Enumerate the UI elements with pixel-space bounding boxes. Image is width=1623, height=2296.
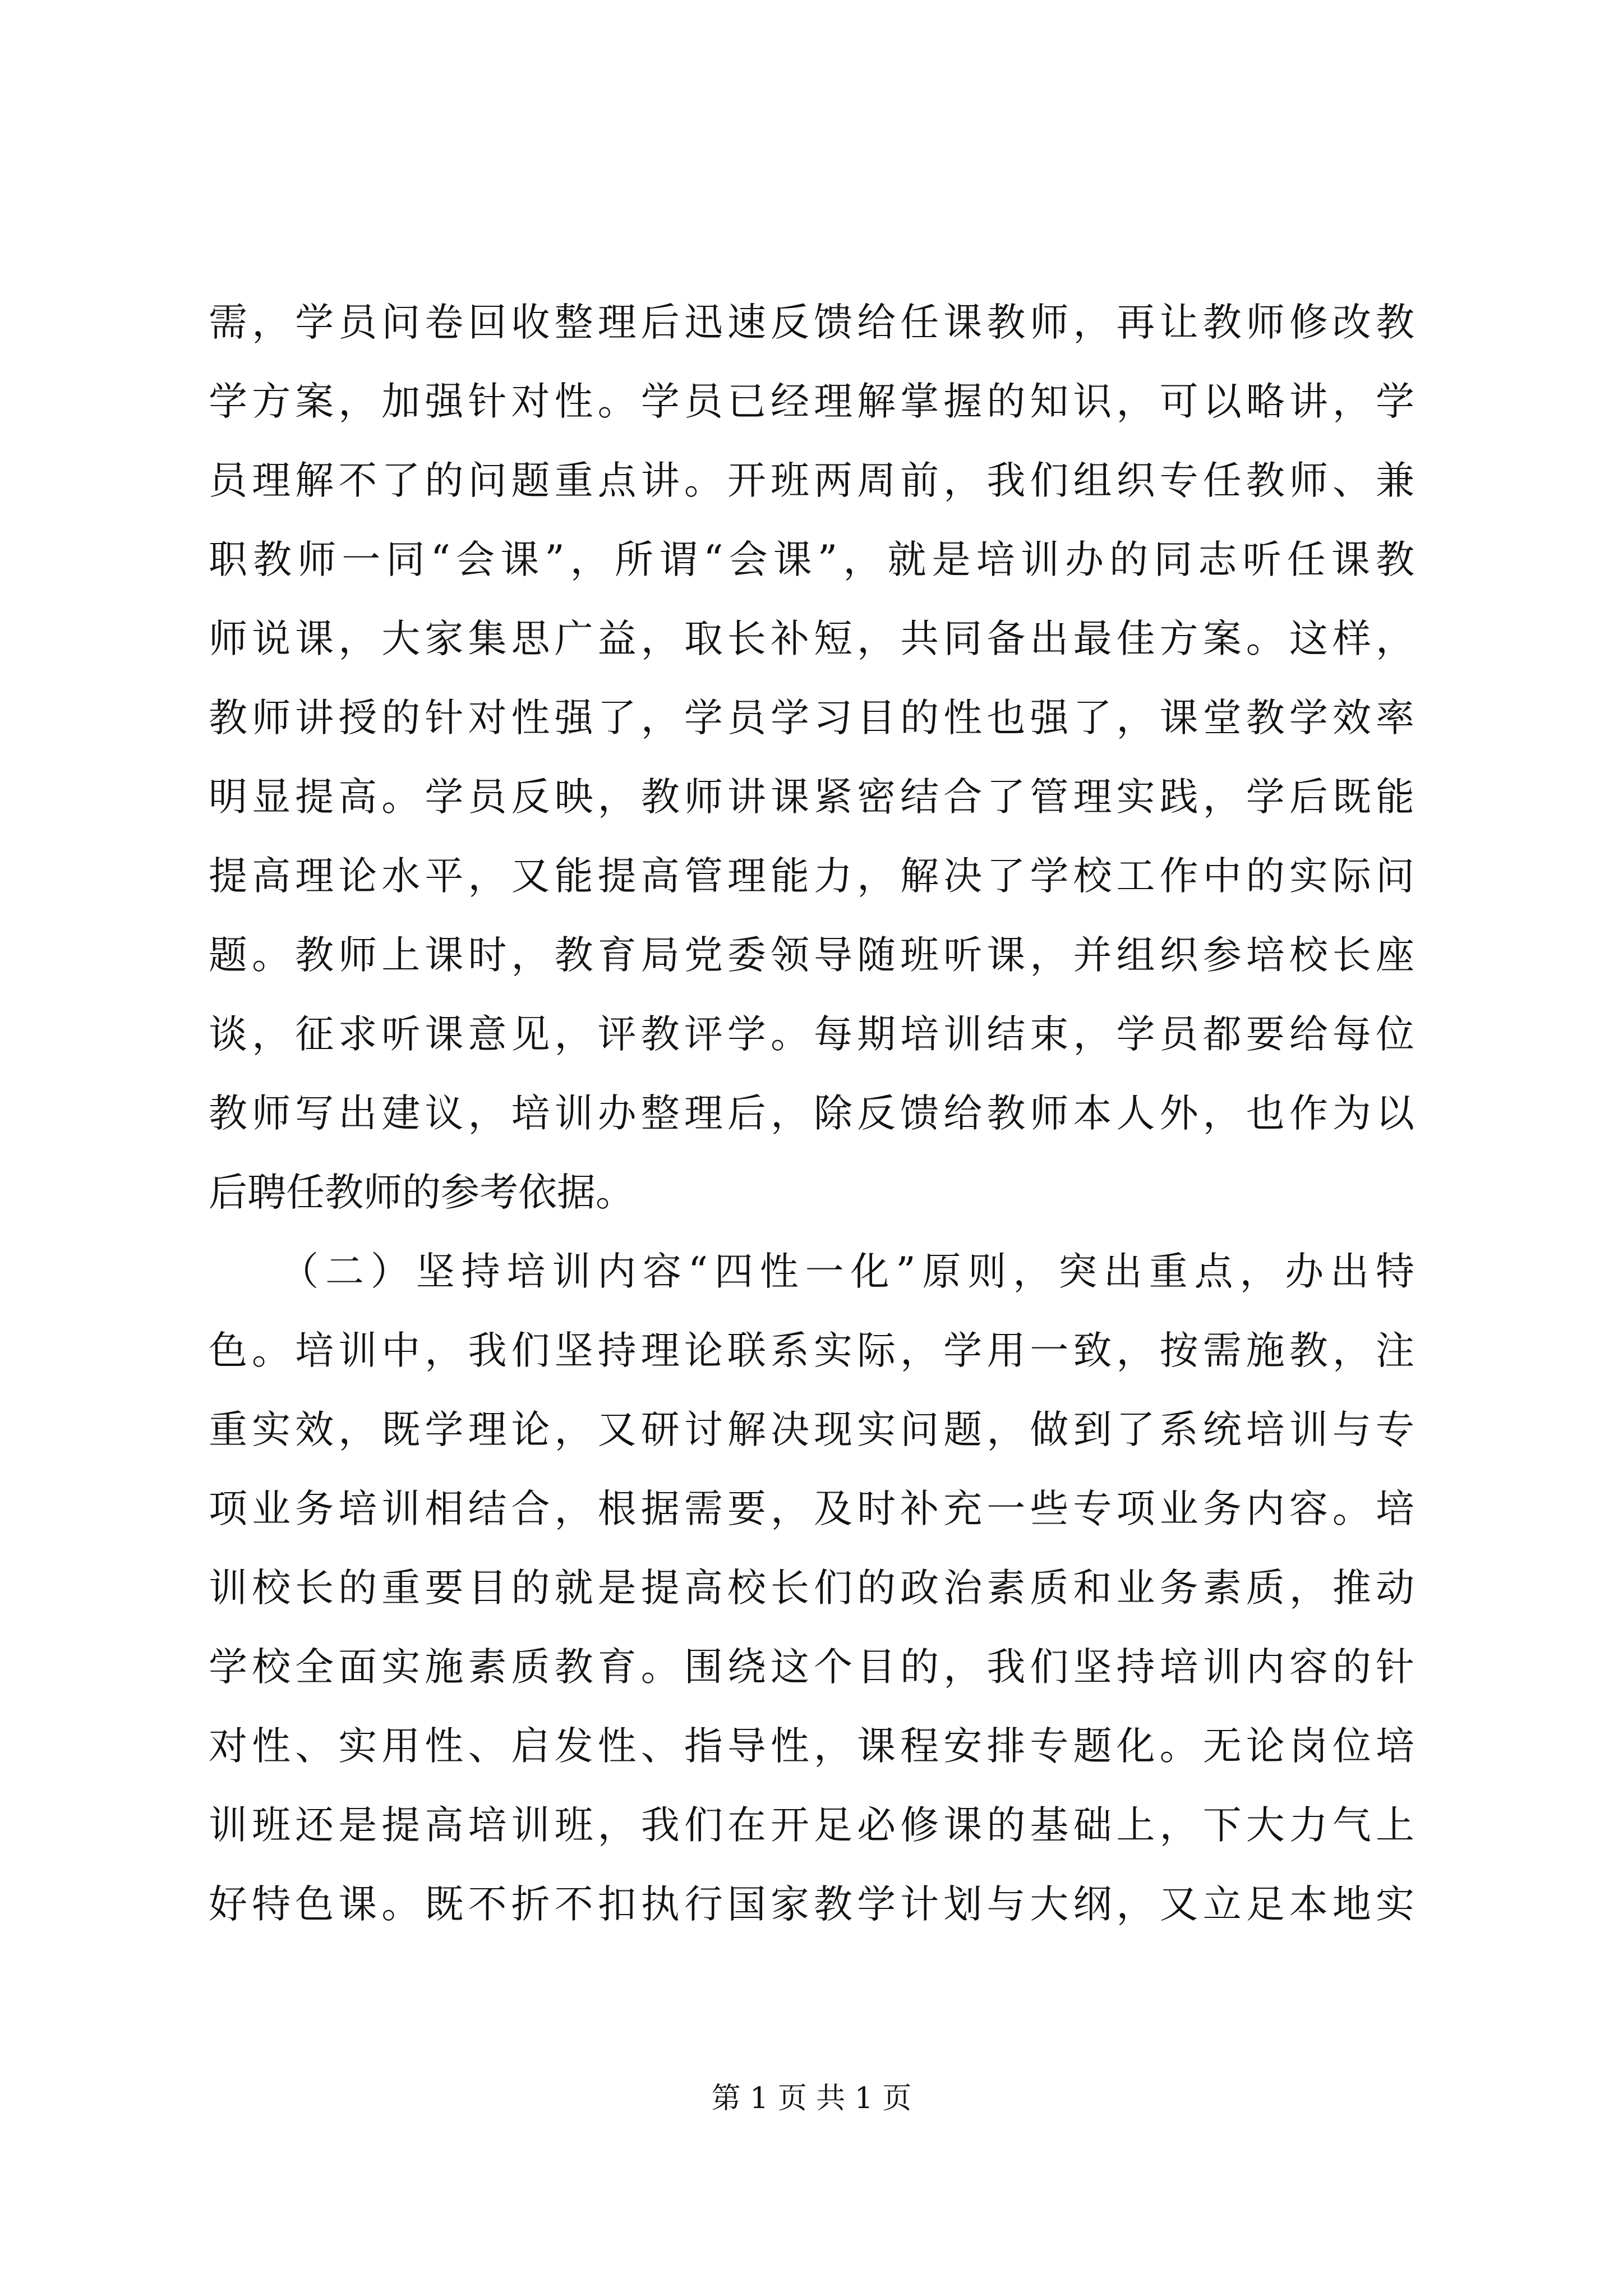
text-line: 提高理论水平，又能提高管理能力，解决了学校工作中的实际问 — [209, 854, 1414, 899]
text-line: 训校长的重要目的就是提高校长们的政治素质和业务素质，推动 — [209, 1566, 1414, 1611]
text-line: 后聘任教师的参考依据。 — [209, 1170, 634, 1215]
text-line: （二）坚持培训内容“四性一化”原则，突出重点，办出特 — [209, 1249, 1414, 1294]
text-line: 职教师一同“会课”，所谓“会课”，就是培训办的同志听任课教 — [209, 537, 1414, 582]
text-line: 师说课，大家集思广益，取长补短，共同备出最佳方案。这样， — [209, 616, 1414, 661]
text-line: 员理解不了的问题重点讲。开班两周前，我们组织专任教师、兼 — [209, 458, 1414, 503]
text-line: 项业务培训相结合，根据需要，及时补充一些专项业务内容。培 — [209, 1487, 1414, 1531]
text-line: 明显提高。学员反映，教师讲课紧密结合了管理实践，学后既能 — [209, 775, 1414, 820]
text-line: 题。教师上课时，教育局党委领导随班听课，并组织参培校长座 — [209, 933, 1414, 978]
text-line: 对性、实用性、启发性、指导性，课程安排专题化。无论岗位培 — [209, 1724, 1414, 1769]
text-line: 重实效，既学理论，又研讨解决现实问题，做到了系统培训与专 — [209, 1407, 1414, 1452]
text-line: 色。培训中，我们坚持理论联系实际，学用一致，按需施教，注 — [209, 1328, 1414, 1373]
text-line: 需，学员问卷回收整理后迅速反馈给任课教师，再让教师修改教 — [209, 300, 1414, 345]
text-line: 教师讲授的针对性强了，学员学习目的性也强了，课堂教学效率 — [209, 696, 1414, 740]
page-number-label: 第 1 页 共 1 页 — [711, 2082, 912, 2115]
text-line: 学方案，加强针对性。学员已经理解掌握的知识，可以略讲，学 — [209, 379, 1414, 424]
text-line: 谈，征求听课意见，评教评学。每期培训结束，学员都要给每位 — [209, 1012, 1414, 1057]
text-line: 学校全面实施素质教育。围绕这个目的，我们坚持培训内容的针 — [209, 1645, 1414, 1690]
body-text — [209, 283, 1414, 1944]
text-line: 教师写出建议，培训办整理后，除反馈给教师本人外，也作为以 — [209, 1091, 1414, 1136]
text-line: 训班还是提高培训班，我们在开足必修课的基础上，下大力气上 — [209, 1803, 1414, 1848]
text-line: 好特色课。既不折不扣执行国家教学计划与大纲，又立足本地实 — [209, 1882, 1414, 1927]
page-footer — [0, 2079, 1623, 2118]
